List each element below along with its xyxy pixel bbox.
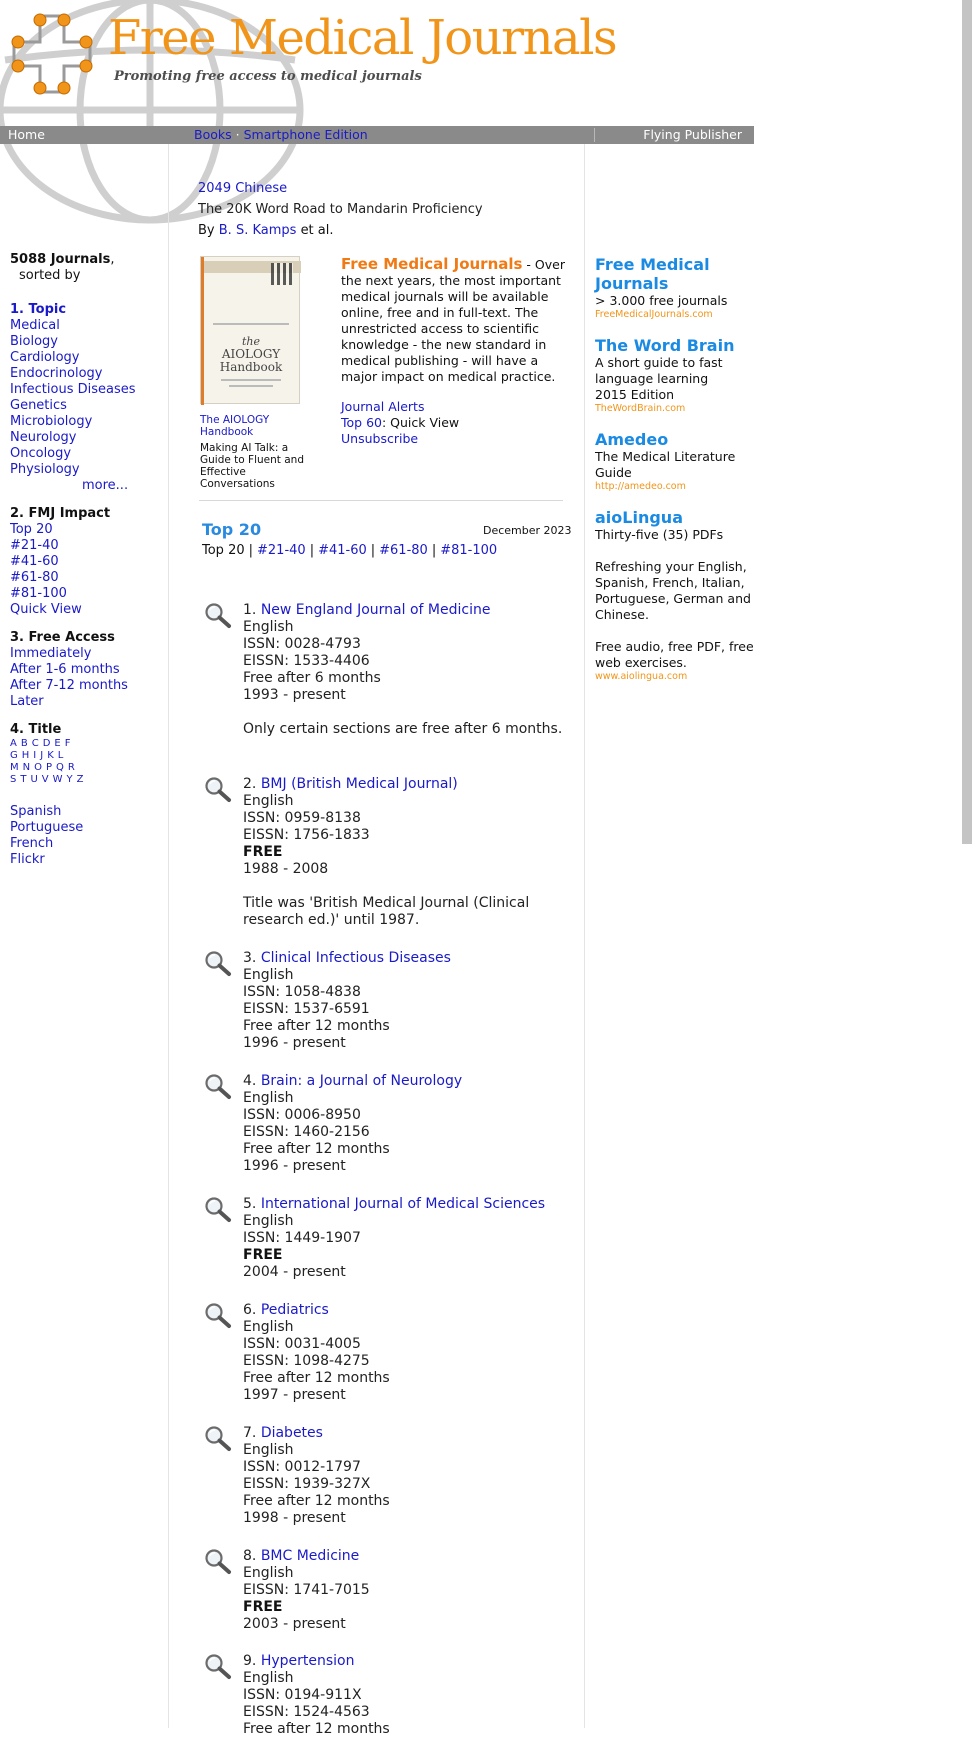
magnifier-icon [204,950,232,976]
topic-link-medical[interactable]: Medical [10,318,60,333]
journal-info-line: ISSN: 1058-4838 [243,984,361,1000]
journal-info-line: EISSN: 1460-2156 [243,1124,370,1140]
journal-alerts-link[interactable]: Journal Alerts [341,399,425,414]
magnifier-icon [204,1073,232,1099]
title-letter-link[interactable]: R [67,762,75,773]
journal-info-line: ISSN: 0959-8138 [243,810,361,826]
journal-rank: 9. [243,1653,257,1669]
impact-link-21-40[interactable]: #21-40 [10,538,59,553]
vertical-scrollbar[interactable] [960,0,972,1728]
title-letter-link[interactable]: O [34,762,42,773]
page-link-81-100[interactable]: #81-100 [440,543,498,558]
journal-details [243,776,573,929]
journal-rank: 1. [243,602,257,618]
journal-info-line: English [243,1319,294,1335]
alphabet-row [10,750,165,762]
title-letter-link[interactable]: S [10,774,17,785]
column-divider-right [584,144,585,1728]
page-link-61-80[interactable]: #61-80 [379,543,428,558]
journal-info-line: EISSN: 1537-6591 [243,1001,370,1017]
spacer [595,493,765,508]
title-letter-link[interactable]: Z [76,774,84,785]
topic-link-physiology[interactable]: Physiology [10,462,80,477]
journal-info-line: EISSN: 1939-327X [243,1476,371,1492]
book-title-link[interactable]: The AIOLOGY Handbook [200,414,270,438]
right-fmj-title-link[interactable]: Free Medical Journals [595,255,710,293]
title-letter-link[interactable]: J [40,750,44,761]
impact-list [10,522,165,618]
journal-info-line: ISSN: 1449-1907 [243,1230,361,1246]
title-letter-link[interactable]: E [54,738,61,749]
topics-more-link[interactable]: more... [82,478,129,493]
fmj-intro-links [341,399,571,447]
journal-info-line: ISSN: 0028-4793 [243,636,361,652]
magnifier-icon[interactable] [204,1073,232,1104]
title-letter-link[interactable]: N [22,762,31,773]
right-wordbrain-text: A short guide to fast language learning [595,355,723,386]
right-wordbrain-url-link[interactable]: TheWordBrain.com [595,403,686,414]
journal-rank: 3. [243,950,257,966]
nav-middle [194,126,368,144]
right-aiolingua-text: Thirty-five (35) PDFs [595,527,724,542]
journal-info-line: EISSN: 1741-7015 [243,1582,370,1598]
qr-code-icon [271,263,293,285]
site-header [0,0,754,126]
journal-info-line: EISSN: 1524-4563 [243,1704,370,1720]
magnifier-icon[interactable] [204,1653,232,1684]
journal-rank: 4. [243,1073,257,1089]
journal-info-line: ISSN: 0031-4005 [243,1336,361,1352]
cover-fine-line [221,379,281,381]
magnifier-icon [204,602,232,628]
alphabet-row [10,774,165,786]
journal-info-line: 1998 - present [243,1510,346,1526]
promo-etal: et al. [300,223,334,238]
title-letter-link[interactable]: Q [56,762,64,773]
journal-details [243,602,573,738]
page-link-41-60[interactable]: #41-60 [318,543,367,558]
right-wordbrain-title-link[interactable]: The Word Brain [595,336,735,355]
magnifier-icon[interactable] [204,1302,232,1333]
magnifier-icon[interactable] [204,950,232,981]
pipe-separator: | [309,543,315,558]
journal-name-link[interactable]: Brain: a Journal of Neurology [260,1073,463,1089]
access-link-7-12-months[interactable]: After 7-12 months [10,678,128,693]
cover-the: the [241,335,260,348]
scrollbar-thumb[interactable] [962,0,972,844]
flickr-link[interactable]: Flickr [10,852,45,867]
impact-link-81-100[interactable]: #81-100 [10,586,67,601]
journal-heading [243,602,573,619]
title-letter-link[interactable]: I [33,750,37,761]
magnifier-icon[interactable] [204,1548,232,1579]
column-divider-left [168,144,169,1728]
title-letter-link[interactable]: M [10,762,19,773]
title-letter-link[interactable]: D [42,738,51,749]
top20-date: December 2023 [483,524,572,537]
alphabet-index [10,738,165,786]
journal-info-line: English [243,1442,294,1458]
spacer [595,623,765,639]
nav-flying-publisher-link[interactable]: Flying Publisher [643,127,742,142]
magnifier-icon [204,1302,232,1328]
cover-stripe [201,257,204,405]
topic-link-genetics[interactable]: Genetics [10,398,67,413]
alphabet-row [10,762,165,774]
right-aiolingua-title-link[interactable]: aioLingua [595,508,683,527]
journal-details [243,1548,573,1633]
topic-link-endocrinology[interactable]: Endocrinology [10,366,103,381]
journal-info-line: ISSN: 0194-911X [243,1687,362,1703]
promo-link[interactable]: 2049 Chinese [198,181,288,196]
journal-count [10,252,165,268]
nav-divider [594,128,595,142]
title-letter-link[interactable]: W [52,774,63,785]
access-link-immediately[interactable]: Immediately [10,646,92,661]
journal-name-link[interactable]: Pediatrics [260,1302,329,1318]
journal-heading [243,1196,573,1213]
access-link-later[interactable]: Later [10,694,44,709]
journal-info-line: English [243,1213,294,1229]
journal-info-line: Free after 12 months [243,1141,390,1157]
title-letter-link[interactable]: U [30,774,38,785]
title-letter-link[interactable]: T [20,774,27,785]
journal-info-line: Free after 12 months [243,1370,390,1386]
journal-rank: 7. [243,1425,257,1441]
journal-name-link[interactable]: Clinical Infectious Diseases [260,950,451,966]
title-letter-link[interactable]: Y [66,774,73,785]
journal-rank: 2. [243,776,257,792]
title-letter-link[interactable]: V [41,774,49,785]
journal-details [243,1653,573,1738]
magnifier-icon [204,1425,232,1451]
journal-details [243,1196,573,1281]
right-aiolingua-url-link[interactable]: www.aiolingua.com [595,671,688,682]
unsubscribe-link[interactable]: Unsubscribe [341,431,419,446]
journal-info-line: 1997 - present [243,1387,346,1403]
topic-link-biology[interactable]: Biology [10,334,58,349]
journal-rank: 6. [243,1302,257,1318]
access-link-1-6-months[interactable]: After 1-6 months [10,662,120,677]
journal-info-line: Free after 6 months [243,670,381,686]
impact-link-quick-view[interactable]: Quick View [10,602,82,617]
topic-heading[interactable]: 1. Topic [10,302,67,317]
journal-info-line: EISSN: 1098-4275 [243,1353,370,1369]
journal-info-line: English [243,793,294,809]
right-amedeo-text: The Medical Literature Guide [595,449,736,480]
topic-link-neurology[interactable]: Neurology [10,430,77,445]
impact-link-61-80[interactable]: #61-80 [10,570,59,585]
right-aiolingua-text2: Refreshing your English, Spanish, French, Italian, Portuguese, German and Chinese. [595,559,751,622]
language-list [10,804,165,868]
journal-info-line: English [243,1670,294,1686]
spacer [595,321,765,336]
right-aiolingua-text3: Free audio, free PDF, free web exercises. [595,639,754,670]
journal-info-line: English [243,967,294,983]
journal-info-line: ISSN: 0012-1797 [243,1459,361,1475]
spacer [595,543,765,559]
cover-title-line1: AIOLOGY [221,347,281,361]
fmj-intro [341,256,571,447]
alphabet-row [10,738,165,750]
magnifier-icon [204,1196,232,1222]
quick-view-label: : Quick View [381,415,460,430]
right-fmj-url-link[interactable]: FreeMedicalJournals.com [595,309,713,320]
journal-details [243,1302,573,1404]
nav-bar [0,126,754,144]
right-fmj-text: > 3.000 free journals [595,293,728,308]
journal-note: Title was 'British Medical Journal (Clinical research ed.)' until 1987. [243,895,530,928]
journal-info-line: Free after 12 months [243,1721,390,1737]
journal-count-number: 5088 Journals [10,252,111,267]
language-link-spanish[interactable]: Spanish [10,804,62,819]
magnifier-icon[interactable] [204,602,232,633]
journal-heading [243,1425,573,1442]
journal-count-comma: , [110,252,115,267]
journal-info-line: English [243,1565,294,1581]
right-amedeo-url-link[interactable]: http://amedeo.com [595,481,686,492]
journal-rank: 5. [243,1196,257,1212]
impact-heading: 2. FMJ Impact [10,506,111,521]
title-letter-link[interactable]: G [10,750,18,761]
journal-name-link[interactable]: BMJ (British Medical Journal) [260,776,458,792]
access-heading: 3. Free Access [10,630,115,645]
topic-list [10,318,165,494]
journal-name-link[interactable]: New England Journal of Medicine [260,602,491,618]
journal-info-line: Free after 12 months [243,1018,390,1034]
title-letter-link[interactable]: K [47,750,54,761]
spacer [595,415,765,430]
fmj-intro-dash: - [522,257,531,272]
language-link-french[interactable]: French [10,836,54,851]
free-badge: FREE [243,1599,283,1615]
journal-name-link[interactable]: International Journal of Medical Sciences [260,1196,546,1212]
book-cover-image[interactable] [200,256,300,404]
journal-info-line: Free after 12 months [243,1493,390,1509]
top60-line [341,415,571,431]
journal-heading [243,950,573,967]
journal-info-line: 2004 - present [243,1264,346,1280]
journal-info-line: English [243,619,294,635]
free-badge: FREE [243,844,283,860]
promo-by: By [198,223,215,238]
journal-name-link[interactable]: Hypertension [260,1653,355,1669]
journal-info-line: English [243,1090,294,1106]
fmj-intro-text [341,256,571,385]
topic-link-cardiology[interactable]: Cardiology [10,350,80,365]
journal-info-line: 1996 - present [243,1158,346,1174]
promo-byline [198,220,568,241]
fmj-intro-title: Free Medical Journals [341,255,523,273]
journal-note: Only certain sections are free after 6 months. [243,721,563,737]
journal-info-line: 1996 - present [243,1035,346,1051]
free-badge: FREE [243,1247,283,1263]
cover-title-line2: Handbook [219,360,283,374]
book-description: Making AI Talk: a Guide to Fluent and Effective Conversations [200,442,304,490]
nav-smartphone-link[interactable]: Smartphone Edition [243,127,368,142]
journal-info-line: 1993 - present [243,687,346,703]
cover-fine-line [213,323,289,325]
journal-name-link[interactable]: Diabetes [260,1425,323,1441]
journal-heading [243,1302,573,1319]
impact-link-41-60[interactable]: #41-60 [10,554,59,569]
promo-subtitle: The 20K Word Road to Mandarin Proficiency [198,202,483,217]
journal-heading [243,776,573,793]
title-letter-link[interactable]: B [20,738,28,749]
magnifier-icon [204,1548,232,1574]
title-letter-link[interactable]: P [46,762,53,773]
nav-dot: · [235,127,240,142]
journal-info-line: 2003 - present [243,1616,346,1632]
title-letter-link[interactable]: H [21,750,30,761]
promo-author-link[interactable]: B. S. Kamps [218,223,297,238]
right-sidebar [595,255,765,683]
top20-heading: Top 20 [202,520,262,539]
book-promo [200,256,320,490]
journal-details [243,950,573,1052]
top20-pagination [202,543,497,558]
journal-heading [243,1653,573,1670]
pipe-separator: | [431,543,437,558]
journal-details [243,1073,573,1175]
medical-cross-logo-icon [10,12,94,96]
journal-rank: 8. [243,1548,257,1564]
language-link-portuguese[interactable]: Portuguese [10,820,84,835]
right-wordbrain-edition: 2015 Edition [595,387,675,402]
journal-heading [243,1548,573,1565]
journal-info-line: EISSN: 1756-1833 [243,827,370,843]
title-letter-link[interactable]: L [57,750,64,761]
journal-details [243,1425,573,1527]
topic-link-oncology[interactable]: Oncology [10,446,72,461]
title-letter-link[interactable]: A [10,738,17,749]
page-link-21-40[interactable]: #21-40 [257,543,306,558]
impact-link-top20[interactable]: Top 20 [10,522,53,537]
title-letter-link[interactable]: C [31,738,39,749]
pipe-separator: | [370,543,376,558]
journal-info-line: EISSN: 1533-4406 [243,653,370,669]
topic-link-microbiology[interactable]: Microbiology [10,414,93,429]
magnifier-icon[interactable] [204,1196,232,1227]
magnifier-icon[interactable] [204,776,232,807]
sorted-by-label: sorted by [19,268,81,283]
fmj-intro-body: Over the next years, the most important medical journals will be available online, free and in full-text. The unrestricted access to scientific knowledge - the new standard in medical publishing - will have a major impact on medical practice. [341,257,565,384]
top60-link[interactable]: Top 60 [341,415,382,430]
cover-fine-line [229,385,273,387]
access-list [10,646,165,710]
topic-link-infectious-diseases[interactable]: Infectious Diseases [10,382,136,397]
top20-current: Top 20 [202,543,245,558]
magnifier-icon[interactable] [204,1425,232,1456]
title-letter-link[interactable]: F [64,738,71,749]
journal-heading [243,1073,573,1090]
journal-info-line: 1988 - 2008 [243,861,329,877]
pipe-separator: | [248,543,254,558]
magnifier-icon [204,776,232,802]
site-tagline: Promoting free access to medical journals [114,69,422,84]
right-amedeo-title-link[interactable]: Amedeo [595,430,669,449]
left-sidebar [10,252,165,868]
title-heading: 4. Title [10,722,62,737]
nav-books-link[interactable]: Books [194,127,232,142]
site-title: Free Medical Journals [108,10,617,66]
magnifier-icon [204,1653,232,1679]
section-divider [199,500,563,501]
journal-name-link[interactable]: BMC Medicine [260,1548,360,1564]
journal-info-line: ISSN: 0006-8950 [243,1107,361,1123]
promo-banner [198,178,568,241]
nav-home-link[interactable]: Home [8,127,45,142]
